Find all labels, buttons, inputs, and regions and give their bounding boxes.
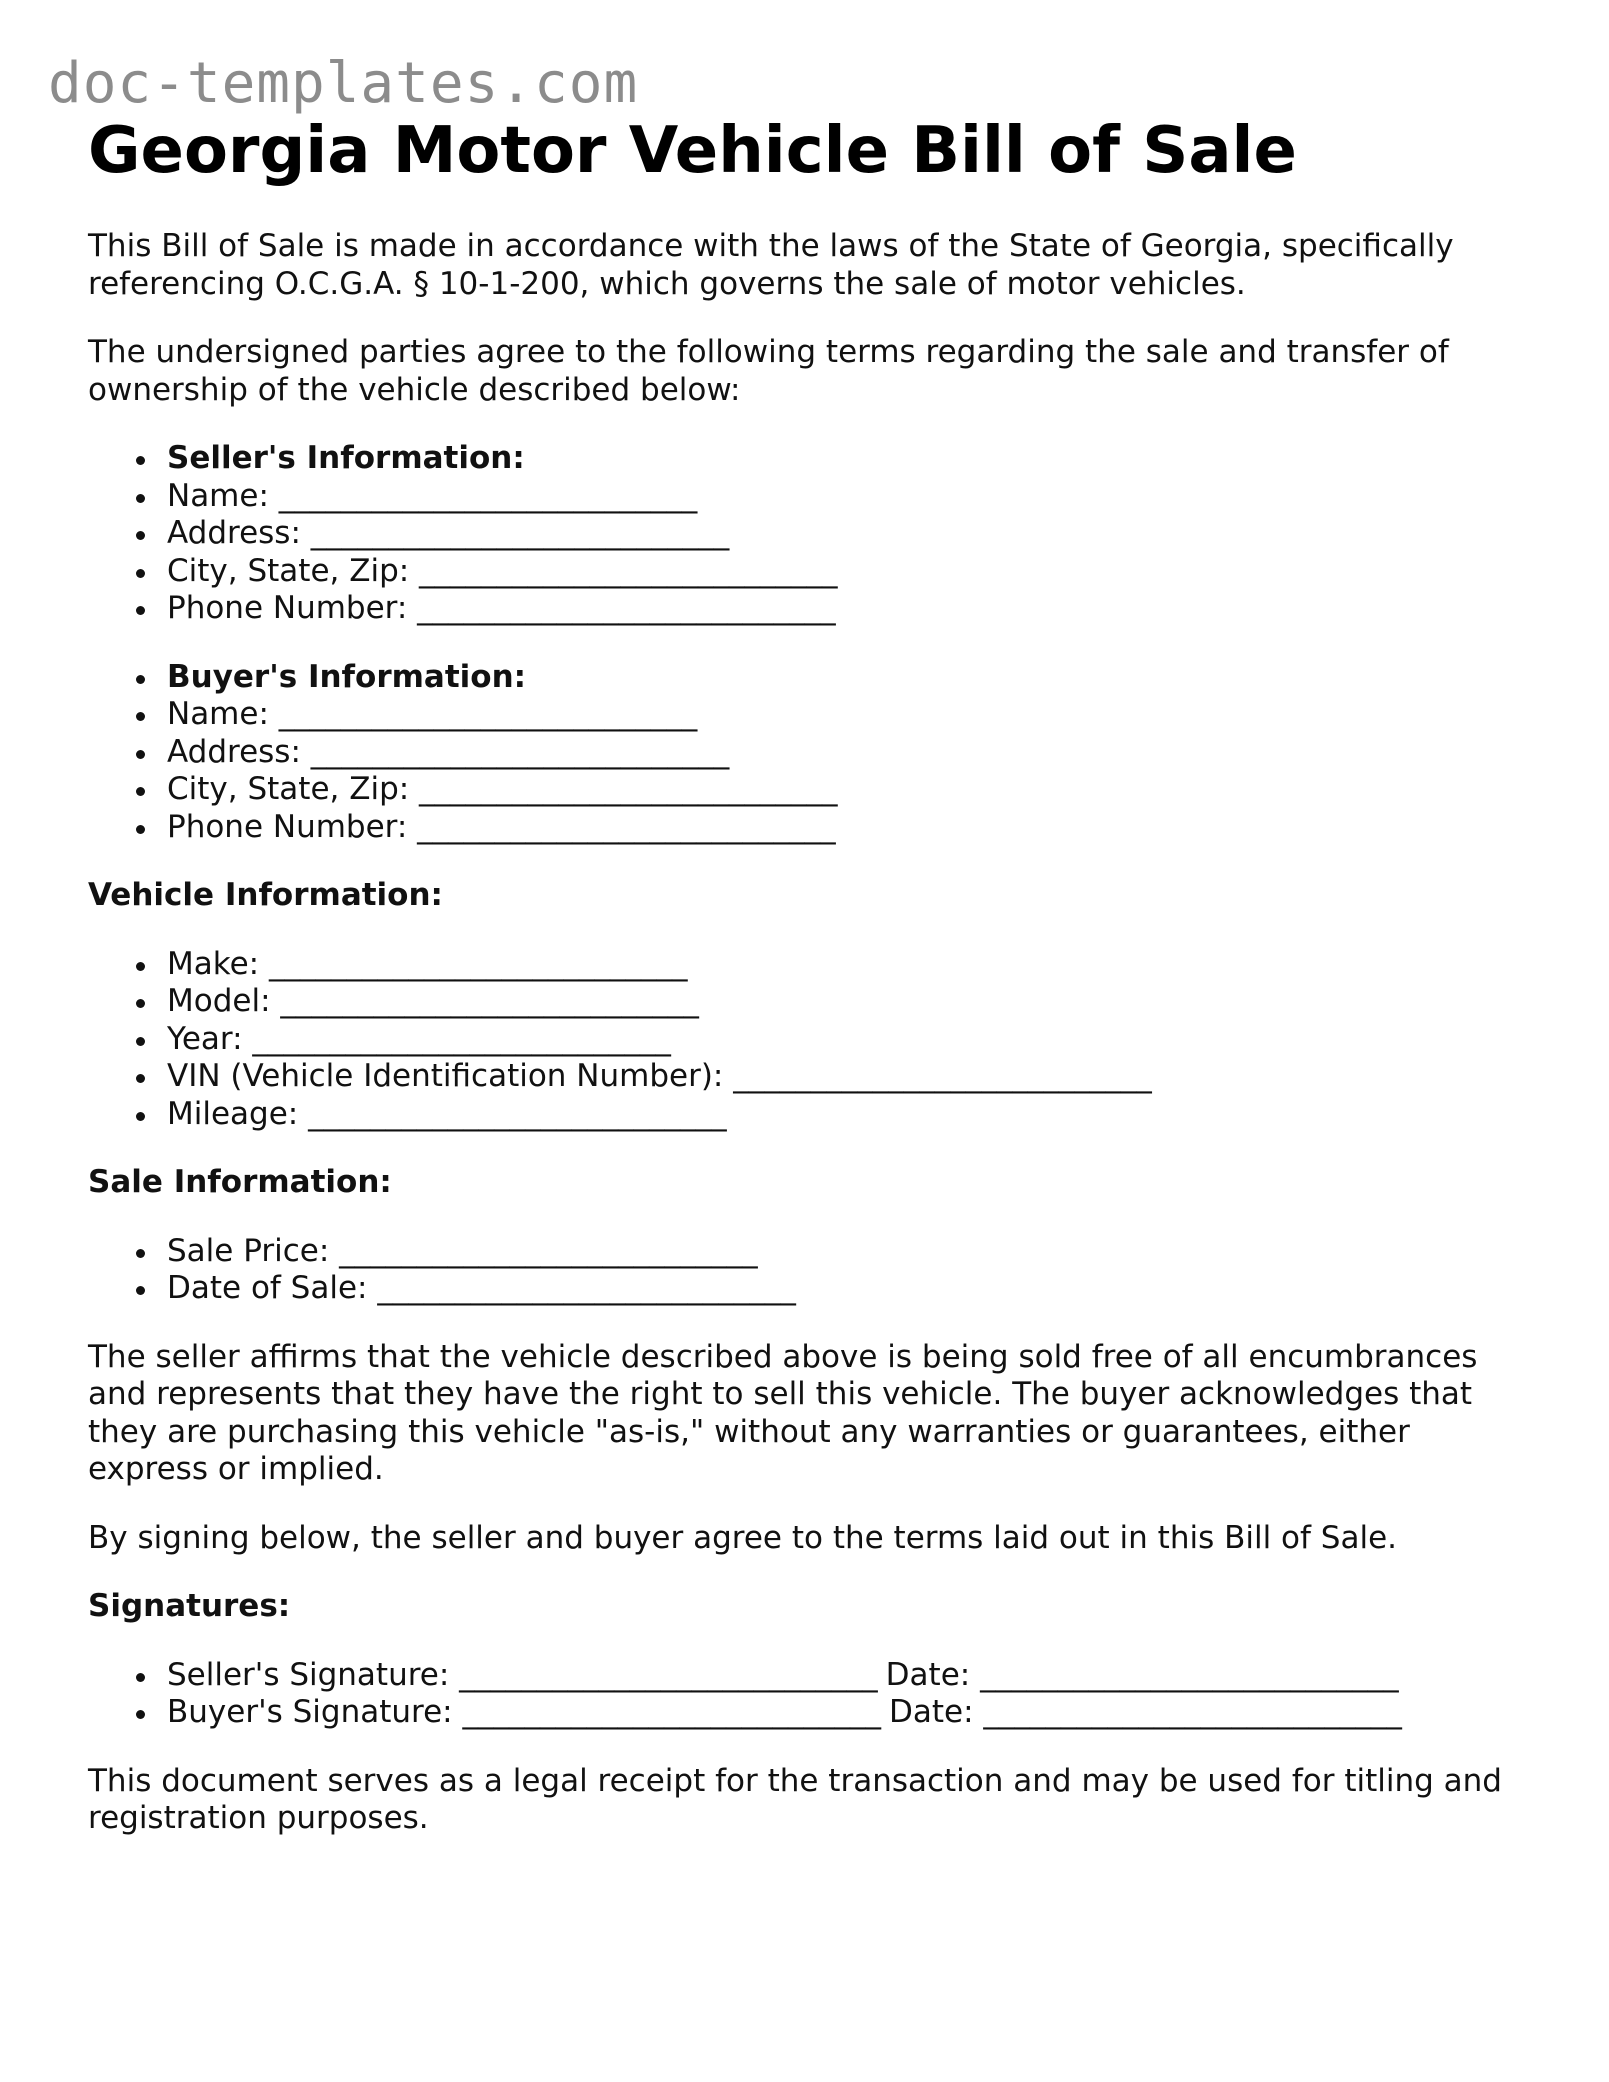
document-title: Georgia Motor Vehicle Bill of Sale [88, 114, 1297, 188]
seller-phone-field[interactable]: Phone Number: ___________________________ [167, 590, 1528, 628]
buyer-signature-row [167, 1694, 1528, 1732]
sale-date-field[interactable]: Date of Sale: ___________________________ [167, 1270, 1528, 1308]
buyer-info-list [88, 659, 1528, 847]
document-body [88, 110, 1528, 1838]
seller-signature-field[interactable]: Seller's Signature: ___________________________ [167, 1656, 878, 1693]
seller-info-list [88, 440, 1528, 628]
seller-info-heading: Seller's Information: [167, 440, 1528, 478]
affirmation-paragraph: The seller affirms that the vehicle described above is being sold free of all encumbrances and represents that they have the right to sell this vehicle. The buyer acknowledges that they are purchasing this vehicle "as-is," without any warranties or guarantees, either express or implied. [88, 1338, 1478, 1487]
vehicle-make-field[interactable]: Make: ___________________________ [167, 946, 1528, 984]
closing-paragraph: This document serves as a legal receipt for the transaction and may be used for titling and registration purposes. [88, 1762, 1502, 1836]
seller-signature-row [167, 1657, 1528, 1695]
vehicle-mileage-field[interactable]: Mileage: ___________________________ [167, 1096, 1528, 1134]
seller-name-field[interactable]: Name: ___________________________ [167, 478, 1528, 516]
vehicle-model-field[interactable]: Model: ___________________________ [167, 983, 1528, 1021]
seller-city-state-zip-field[interactable]: City, State, Zip: ___________________________ [167, 553, 1528, 591]
seller-address-field[interactable]: Address: ___________________________ [167, 515, 1528, 553]
intro-paragraph-2: The undersigned parties agree to the following terms regarding the sale and transfer of ownership of the vehicle described below: [88, 334, 1449, 408]
watermark-logo-text: doc-templates.com [48, 51, 639, 116]
agreement-paragraph: By signing below, the seller and buyer agree to the terms laid out in this Bill of Sale. [88, 1519, 1397, 1556]
buyer-signature-field[interactable]: Buyer's Signature: ___________________________ [167, 1694, 881, 1730]
signatures-heading: Signatures: [88, 1588, 291, 1624]
sale-price-field[interactable]: Sale Price: ___________________________ [167, 1233, 1528, 1271]
intro-paragraph-1: This Bill of Sale is made in accordance with the laws of the State of Georgia, specifically referencing O.C.G.A. § 10-1-200, which governs the sale of motor vehicles. [88, 228, 1454, 302]
seller-date-field[interactable]: Date: ___________________________ [885, 1656, 1399, 1693]
sale-info-heading: Sale Information: [88, 1164, 392, 1200]
vehicle-info-list [88, 946, 1528, 1134]
sale-info-list [88, 1233, 1528, 1308]
signatures-list [88, 1657, 1528, 1732]
buyer-address-field[interactable]: Address: ___________________________ [167, 734, 1528, 772]
buyer-city-state-zip-field[interactable]: City, State, Zip: ___________________________ [167, 771, 1528, 809]
vehicle-year-field[interactable]: Year: ___________________________ [167, 1021, 1528, 1059]
vehicle-vin-field[interactable]: VIN (Vehicle Identification Number): ___________________________ [167, 1058, 1528, 1096]
buyer-date-field[interactable]: Date: ___________________________ [888, 1694, 1402, 1730]
vehicle-info-heading: Vehicle Information: [88, 877, 443, 913]
buyer-info-heading: Buyer's Information: [167, 659, 1528, 697]
buyer-phone-field[interactable]: Phone Number: ___________________________ [167, 809, 1528, 847]
buyer-name-field[interactable]: Name: ___________________________ [167, 696, 1528, 734]
